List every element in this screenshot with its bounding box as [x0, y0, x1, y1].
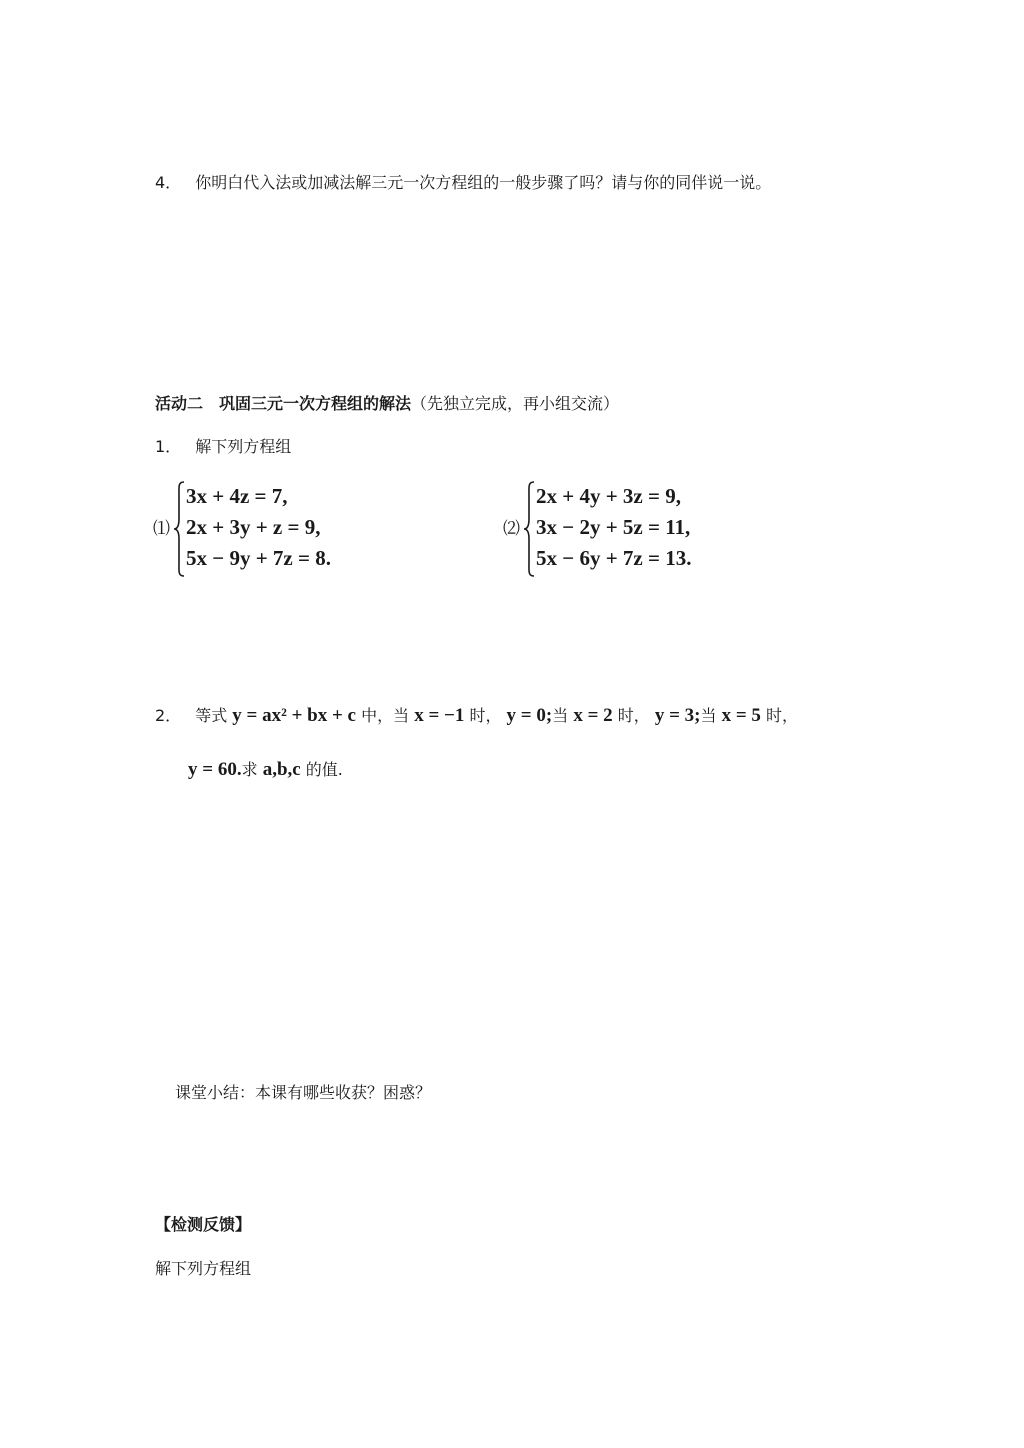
activity-title: 活动二 巩固三元一次方程组的解法 [155, 394, 412, 413]
condition-y: y = 0; [506, 705, 553, 726]
problem-number: 1． [155, 437, 182, 456]
question-text: 你明白代入法或加减法解三元一次方程组的一般步骤了吗？请与你的同伴说一说。 [195, 173, 772, 192]
equations [186, 481, 331, 574]
condition-x: x = 2 [573, 705, 613, 726]
condition-y: y = 60. [188, 759, 242, 780]
text: 当 [552, 706, 569, 725]
text: 时， [469, 706, 502, 725]
equation: 5x − 6y + 7z = 13. [536, 546, 692, 570]
equation: 2x + 4y + 3z = 9, [536, 484, 681, 508]
feedback-title-text: 【检测反馈】 [155, 1215, 252, 1234]
text: 中，当 [361, 706, 410, 725]
condition-y: y = 3; [654, 705, 701, 726]
text: 时， [766, 706, 799, 725]
system-label: ⑵ [503, 519, 520, 538]
brace-icon [173, 481, 185, 577]
problem-2-continued [188, 759, 343, 781]
text: 当 [700, 706, 717, 725]
problem-1 [155, 436, 291, 458]
equation: 3x + 4z = 7, [186, 484, 288, 508]
question-number: 4． [155, 173, 182, 192]
equation: 5x − 9y + 7z = 8. [186, 546, 331, 570]
formula: y = ax² + bx + c [232, 705, 356, 726]
problem-text: 解下列方程组 [195, 437, 292, 456]
equation: 3x − 2y + 5z = 11, [536, 515, 691, 539]
condition-x: x = 5 [721, 705, 761, 726]
condition-x: x = −1 [414, 705, 465, 726]
activity-heading [155, 393, 619, 415]
equation: 2x + 3y + z = 9, [186, 515, 321, 539]
text: 等式 [195, 706, 228, 725]
system-label: ⑴ [153, 519, 170, 538]
equations [536, 481, 691, 574]
class-summary [175, 1082, 431, 1104]
unknowns: a,b,c [262, 759, 301, 780]
feedback-instruction: 解下列方程组 [155, 1259, 252, 1278]
summary-text: 课堂小结：本课有哪些收获？困惑？ [175, 1083, 432, 1102]
brace-icon [523, 481, 535, 577]
text: 的值. [305, 760, 343, 779]
activity-note: （先独立完成，再小组交流） [411, 394, 620, 413]
feedback-text [155, 1258, 251, 1280]
problem-2 [155, 705, 798, 727]
feedback-title [155, 1214, 251, 1236]
problem-number: 2． [155, 706, 182, 725]
text: 时， [617, 706, 650, 725]
question-4 [155, 172, 771, 194]
text: 求 [241, 760, 258, 779]
